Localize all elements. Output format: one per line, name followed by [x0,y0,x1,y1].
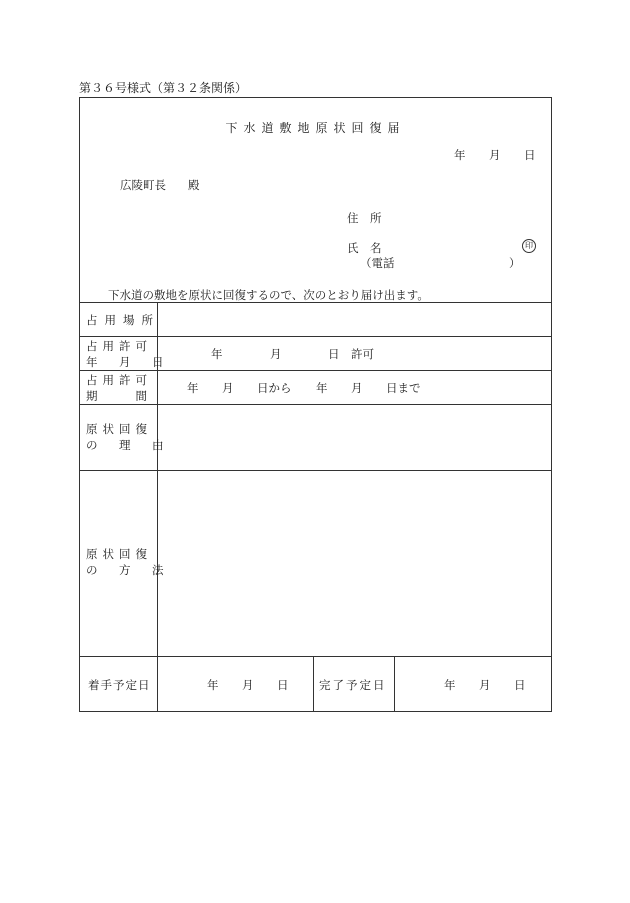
label-line: 年 月 日 [86,355,169,369]
label-line: 占用許可 [86,339,152,353]
addressee: 広陵町長 [120,178,166,192]
start-year[interactable]: 年 [207,678,219,692]
label-line: の 方 法 [86,563,169,577]
period-to-year[interactable]: 年 [316,381,328,395]
permit-year[interactable]: 年 [211,347,223,361]
date-month[interactable]: 月 [489,148,501,162]
label-line: 原状回復 [86,422,152,436]
end-day[interactable]: 日 [514,678,526,692]
permit-day[interactable]: 日 [328,347,340,361]
table-divider [80,336,551,337]
label-line: 占用許可 [86,373,152,387]
end-year[interactable]: 年 [444,678,456,692]
label-line: 原状回復 [86,547,152,561]
date-year[interactable]: 年 [454,148,466,162]
table-divider [80,370,551,371]
period-to-day[interactable]: 日まで [386,381,421,395]
period-from-day[interactable]: 日から [257,381,292,395]
phone-close: ） [509,256,521,270]
end-date-label: 完了予定日 [319,678,387,692]
period-to-month[interactable]: 月 [351,381,363,395]
row-label-permit-date [86,338,169,370]
period-from-month[interactable]: 月 [222,381,234,395]
restoration-method-value[interactable] [158,471,552,656]
form-frame [79,97,552,712]
start-date-label: 着手予定日 [88,678,151,692]
start-month[interactable]: 月 [242,678,254,692]
statement: 下水道の敷地を原状に回復するので、次のとおり届け出ます。 [108,288,429,302]
permit-month[interactable]: 月 [270,347,282,361]
start-day[interactable]: 日 [277,678,289,692]
footer-divider [313,656,314,712]
restoration-reason-value[interactable] [158,405,552,470]
label-line: 期 間 [86,389,152,403]
row-label-permit-period [86,372,152,404]
row-label-restoration-reason [86,421,169,453]
footer-divider [394,656,395,712]
period-from-year[interactable]: 年 [187,381,199,395]
form-title: 下水道敷地原状回復届 [225,121,406,135]
date-day[interactable]: 日 [524,148,536,162]
form-number: 第３６号様式（第３２条関係） [79,81,248,95]
permit-suffix: 許可 [351,347,374,361]
end-month[interactable]: 月 [479,678,491,692]
seal-mark: 印 [522,239,536,253]
table-divider [80,656,551,657]
address-label: 住 所 [347,211,382,225]
row-label-location: 占用場所 [86,313,160,327]
label-line: の 理 由 [86,438,169,452]
location-value[interactable] [158,303,552,336]
honorific: 殿 [188,178,200,192]
row-label-restoration-method [86,546,169,578]
phone-label: （電話 [360,256,395,270]
name-label: 氏 名 [347,241,382,255]
